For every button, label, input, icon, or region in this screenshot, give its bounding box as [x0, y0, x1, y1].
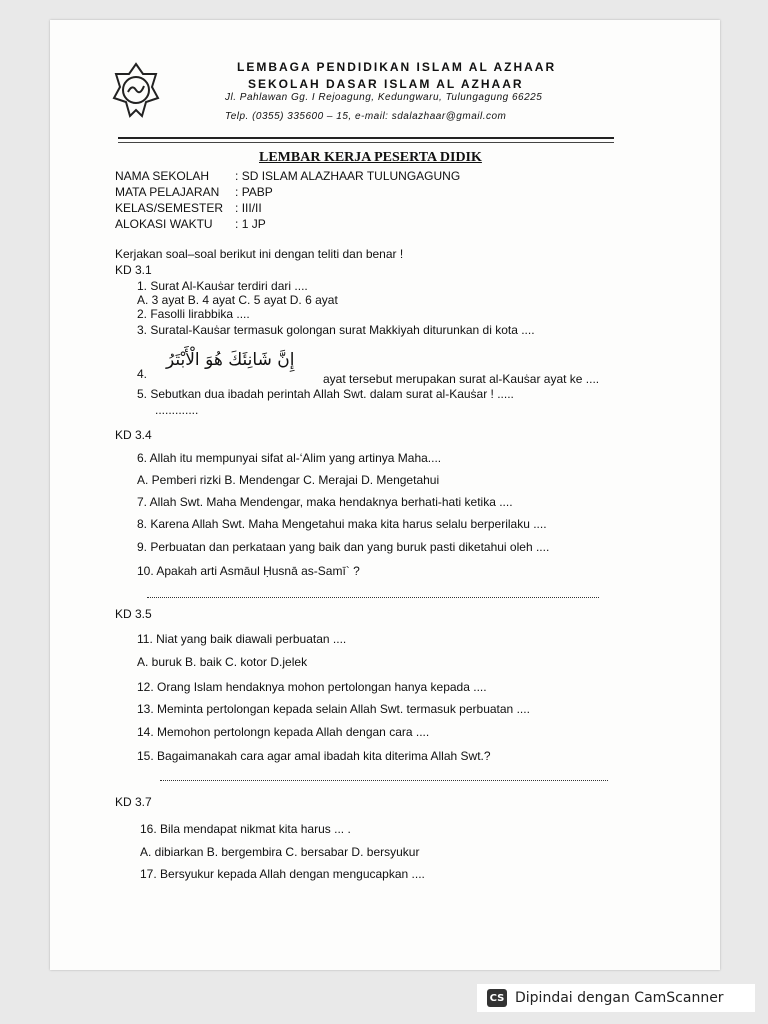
header-divider-thin	[118, 142, 614, 143]
question-5: 5. Sebutkan dua ibadah perintah Allah Swt. dalam surat al-Kauṡar ! .....	[137, 387, 514, 401]
school-emblem-icon	[112, 62, 160, 122]
info-row-subject: MATA PELAJARAN : PABP	[115, 185, 273, 199]
question-16-options: A. dibiarkan B. bergembira C. bersabar D. bersyukur	[140, 845, 420, 859]
header-divider	[118, 137, 614, 139]
question-1-options: A. 3 ayat B. 4 ayat C. 5 ayat D. 6 ayat	[137, 293, 338, 307]
question-6: 6. Allah itu mempunyai sifat al-‘Alim yang artinya Maha....	[137, 451, 442, 465]
question-1: 1. Surat Al-Kauṡar terdiri dari ....	[137, 279, 308, 293]
worksheet-title: LEMBAR KERJA PESERTA DIDIK	[259, 150, 482, 165]
question-6-options: A. Pemberi rizki B. Mendengar C. Merajai D. Mengetahui	[137, 473, 440, 487]
kd-heading: KD 3.1	[115, 263, 152, 277]
question-14: 14. Memohon pertolongn kepada Allah dengan cara ....	[137, 725, 430, 739]
question-12: 12. Orang Islam hendaknya mohon pertolongan hanya kepada ....	[137, 680, 487, 694]
question-3: 3. Suratal-Kauṡar termasuk golongan surat Makkiyah diturunkan di kota ....	[137, 323, 535, 337]
question-2: 2. Fasolli lirabbika ....	[137, 307, 250, 321]
question-4-number: 4.	[137, 367, 148, 381]
school-address: Jl. Pahlawan Gg. I Rejoagung, Kedungwaru, Tulungagung 66225	[225, 92, 543, 103]
kd-heading: KD 3.4	[115, 428, 152, 442]
kd-heading: KD 3.5	[115, 607, 152, 621]
info-row-class: KELAS/SEMESTER : III/II	[115, 201, 262, 215]
question-17: 17. Bersyukur kepada Allah dengan mengucapkan ....	[140, 867, 425, 881]
camscanner-label: Dipindai dengan CamScanner	[515, 990, 724, 1006]
info-row-time: ALOKASI WAKTU : 1 JP	[115, 217, 266, 231]
question-7: 7. Allah Swt. Maha Mendengar, maka hendaknya berhati-hati ketika ....	[137, 495, 513, 509]
question-4-arabic-verse: إِنَّ شَانِئَكَ هُوَ الْأَبْتَرُ	[166, 350, 295, 370]
question-4-text: ayat tersebut merupakan surat al-Kauṡar ayat ke ....	[323, 372, 600, 386]
school-contact: Telp. (0355) 335600 – 15, e-mail: sdalazhaar@gmail.com	[225, 111, 507, 122]
camscanner-watermark	[477, 984, 755, 1012]
school-name: SEKOLAH DASAR ISLAM AL AZHAAR	[248, 77, 524, 91]
answer-line	[147, 597, 599, 598]
question-8: 8. Karena Allah Swt. Maha Mengetahui maka kita harus selalu berperilaku ....	[137, 517, 547, 531]
answer-line	[160, 780, 608, 781]
question-13: 13. Meminta pertolongan kepada selain Allah Swt. termasuk perbuatan ....	[137, 702, 530, 716]
question-10: 10. Apakah arti Asmāul Ḥusnā as-Samī` ?	[137, 564, 360, 578]
camscanner-icon: CS	[487, 989, 507, 1007]
question-11-options: A. buruk B. baik C. kotor D.jelek	[137, 655, 308, 669]
instruction-text: Kerjakan soal–soal berikut ini dengan teliti dan benar !	[115, 247, 404, 261]
answer-dots: .............	[155, 403, 199, 417]
question-16: 16. Bila mendapat nikmat kita harus ... .	[140, 822, 351, 836]
institution-name: LEMBAGA PENDIDIKAN ISLAM AL AZHAAR	[237, 60, 557, 74]
kd-heading: KD 3.7	[115, 795, 152, 809]
question-11: 11. Niat yang baik diawali perbuatan ....	[137, 632, 347, 646]
question-9: 9. Perbuatan dan perkataan yang baik dan yang buruk pasti diketahui oleh ....	[137, 540, 550, 554]
question-15: 15. Bagaimanakah cara agar amal ibadah kita diterima Allah Swt.?	[137, 749, 491, 763]
info-row-school: NAMA SEKOLAH : SD ISLAM ALAZHAAR TULUNGAGUNG	[115, 169, 461, 183]
